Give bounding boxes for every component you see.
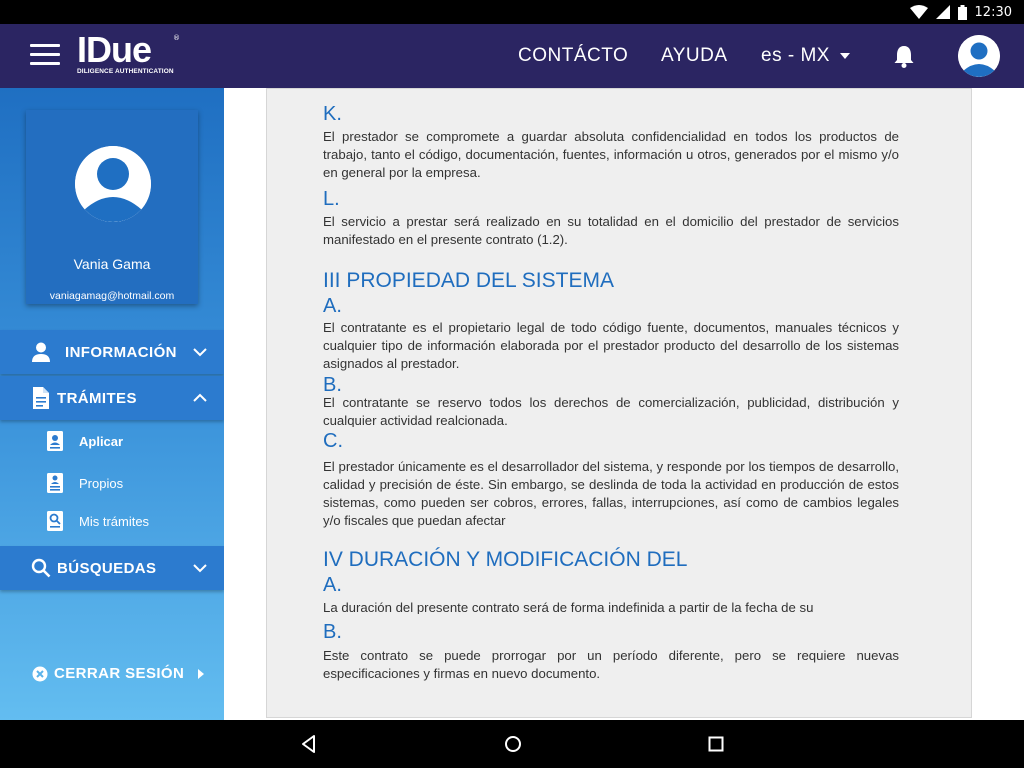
close-circle-icon [32,666,48,682]
chevron-down-icon [192,560,208,576]
logo-registered-mark: ® [173,34,180,42]
logo-tagline: DILIGENCE AUTHENTICATION [77,68,174,75]
profile-avatar-icon [75,146,151,222]
contract-document[interactable] [266,88,972,718]
recents-icon[interactable] [706,734,726,754]
document-icon [30,387,52,409]
submenu-item-propios-label: Propios [79,476,124,491]
chevron-up-icon [192,390,208,406]
logout-button[interactable] [0,662,224,688]
user-document-icon [46,472,64,494]
section-heading: III PROPIEDAD DEL SISTEMA [323,269,614,292]
chevron-down-icon [192,344,208,360]
section-heading: IV DURACIÓN Y MODIFICACIÓN DEL [323,548,688,571]
menu-busquedas[interactable] [0,546,224,590]
profile-avatar [75,146,151,222]
clause-text: El prestador únicamente es el desarrollador del sistema, y responde por los tiempos de desarrollo, calidad y precisión de éste. Sin embargo, se deslinda de toda la actividad en producción de estos sistemas, como pueden ser cobros, errores, fallas, interrupciones, así como de cambios legales y/o fiscales que puedan afectar [323,459,899,528]
menu-informacion[interactable] [0,330,224,374]
signal-icon [936,5,950,19]
submenu-item-mis-tramites-label: Mis trámites [79,514,150,529]
clause-text: La duración del presente contrato será de forma indefinida a partir de la fecha de su [323,600,814,614]
logout-label: CERRAR SESIÓN [54,665,185,682]
user-avatar[interactable] [958,35,1000,77]
battery-icon [958,5,967,20]
contact-link[interactable]: CONTÁCTO [518,45,629,66]
menu-busquedas-label: BÚSQUEDAS [57,559,157,577]
menu-informacion-label: INFORMACIÓN [65,343,177,361]
chevron-right-icon [197,669,205,679]
clause-letter: B. [323,621,342,643]
language-value: es - MX [761,45,830,66]
submenu-item-aplicar-label: Aplicar [79,434,124,449]
clause-letter: K. [323,103,342,125]
clause-letter: L. [323,188,340,210]
submenu-item-mis-tramites[interactable] [0,504,224,540]
wifi-icon [910,5,928,19]
sidebar [0,88,224,720]
hamburger-menu-icon[interactable] [30,44,60,68]
profile-name: Vania Gama [73,256,151,272]
profile-email: vaniagamag@hotmail.com [49,290,175,302]
submenu-item-aplicar[interactable] [0,424,224,460]
clause-text: El servicio a prestar será realizado en su totalidad en el domicilio del prestador de servicios manifestado en el presente contrato (1.2). [323,214,899,247]
user-avatar-icon [958,35,1000,77]
home-icon[interactable] [503,734,523,754]
submenu-item-propios[interactable] [0,466,224,502]
app-bar [0,24,1024,88]
app-logo [77,29,187,78]
clause-letter: C. [323,430,343,452]
back-icon[interactable] [299,734,319,754]
status-bar [0,0,1024,24]
logo-text: IDue [77,29,152,70]
clause-letter: A. [323,574,342,596]
clause-letter: A. [323,295,342,317]
clause-letter: B. [323,374,342,396]
caret-down-icon [840,53,850,59]
id-card-icon [46,430,64,452]
help-link[interactable]: AYUDA [661,45,728,66]
clause-text: El contratante se reservo todos los derechos de comercialización, publicidad, distribución y cualquier actividad realcionada. [323,395,899,427]
clause-text: El contratante es el propietario legal de todo código fuente, documentos, manuales técnicos y cualquier tipo de información elaborada por el prestador producto del desarrollo de los sistemas asignados al prestador. [323,320,899,371]
bell-icon[interactable] [893,44,915,68]
profile-card [26,110,198,304]
clause-text: El prestador se compromete a guardar absoluta confidencialidad en todos los productos de trabajo, tanto el código, documentación, fuentes, información u otros, generados por el mismo y/o en general por la empresa. [323,129,899,180]
person-icon [30,341,52,363]
search-document-icon [46,510,64,532]
menu-tramites[interactable] [0,376,224,420]
search-icon [31,558,51,578]
clause-text: Este contrato se puede prorrogar por un período diferente, pero se requiere nuevas especificaciones y firmas en nuevo documento. [323,648,899,681]
status-icons [910,4,1012,20]
menu-tramites-label: TRÁMITES [57,389,137,407]
status-time: 12:30 [974,4,1012,20]
language-select[interactable] [761,45,850,67]
system-nav-bar [0,720,1024,768]
main-content [224,88,1024,720]
